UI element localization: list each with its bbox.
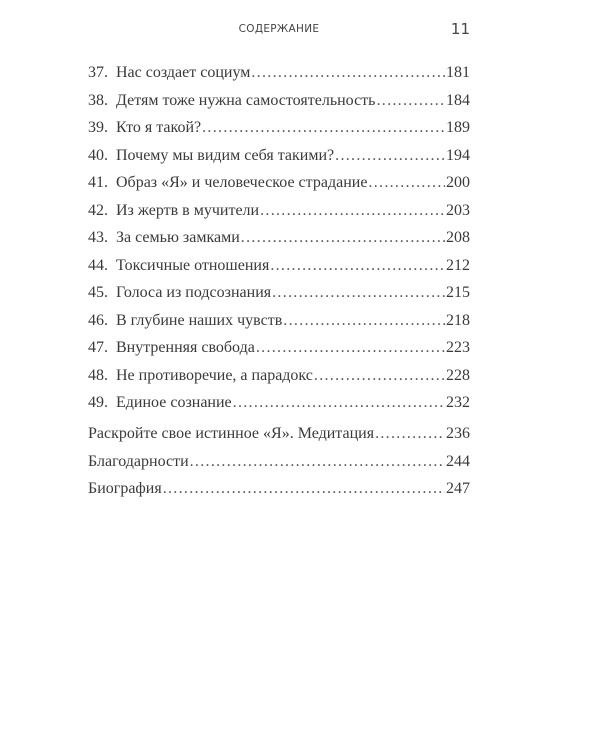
dot-leader — [368, 174, 445, 192]
entry-page: 189 — [446, 119, 470, 136]
entry-number: 44. — [88, 256, 108, 274]
toc-entry — [88, 367, 470, 395]
entry-title: Кто я такой? — [116, 119, 202, 136]
entry-title: Токсичные отношения — [116, 256, 270, 274]
entry-page: 247 — [446, 480, 470, 497]
dot-leader — [376, 92, 445, 110]
page-number: 11 — [450, 20, 470, 38]
entry-page: 218 — [446, 311, 470, 329]
dot-leader — [375, 425, 445, 443]
entry-number: 42. — [88, 201, 108, 219]
toc-entry — [88, 394, 470, 422]
toc-entry — [88, 119, 470, 147]
dot-leader — [270, 257, 445, 275]
entry-page: 212 — [446, 256, 470, 274]
entry-page: 194 — [446, 146, 470, 164]
toc-entry — [88, 425, 470, 453]
dot-leader — [256, 339, 445, 357]
dot-leader — [314, 367, 445, 385]
dot-leader — [190, 453, 445, 471]
toc-entry — [88, 174, 470, 202]
dot-leader — [283, 312, 445, 330]
entry-number: 45. — [88, 284, 108, 301]
dot-leader — [251, 64, 445, 82]
toc-chapters — [88, 64, 470, 422]
toc-entry — [88, 257, 470, 285]
entry-number: 37. — [88, 64, 108, 81]
toc-entry — [88, 480, 470, 508]
toc-back-matter — [88, 425, 470, 508]
entry-number: 41. — [88, 174, 108, 191]
toc-entry — [88, 453, 470, 481]
entry-title: Детям тоже нужна самостоятельность — [116, 91, 376, 109]
entry-number: 47. — [88, 339, 108, 356]
entry-title: Благодарности — [88, 452, 189, 470]
page-header — [88, 20, 470, 40]
entry-number: 43. — [88, 229, 108, 246]
entry-title: Единое сознание — [116, 394, 232, 411]
entry-number: 46. — [88, 311, 108, 329]
entry-title: За семью замками — [116, 229, 240, 246]
entry-title: В глубине наших чувств — [116, 311, 283, 329]
toc-entry — [88, 339, 470, 367]
entry-page: 208 — [446, 229, 470, 246]
toc-entry — [88, 147, 470, 175]
entry-page: 215 — [446, 284, 470, 301]
entry-page: 232 — [446, 394, 470, 411]
entry-page: 236 — [446, 425, 470, 442]
entry-page: 200 — [446, 174, 470, 191]
entry-title: Раскройте свое истинное «Я». Медитация — [88, 425, 375, 442]
entry-title: Голоса из подсознания — [116, 284, 272, 301]
entry-title: Не противоречие, а парадокс — [116, 366, 313, 384]
dot-leader — [202, 119, 445, 137]
entry-title: Биография — [88, 480, 162, 497]
toc-entry — [88, 64, 470, 92]
entry-title: Нас создает социум — [116, 64, 251, 81]
entry-number: 48. — [88, 366, 108, 384]
dot-leader — [233, 394, 445, 412]
entry-page: 223 — [446, 339, 470, 356]
running-title: СОДЕРЖАНИЕ — [238, 23, 320, 35]
entry-title: Внутренняя свобода — [116, 339, 255, 356]
entry-page: 203 — [446, 201, 470, 219]
entry-page: 184 — [446, 91, 470, 109]
entry-page: 244 — [446, 452, 470, 470]
toc-entry — [88, 284, 470, 312]
entry-title: Образ «Я» и человеческое страдание — [116, 174, 368, 191]
entry-number: 49. — [88, 394, 108, 411]
entry-number: 38. — [88, 91, 108, 109]
entry-page: 228 — [446, 366, 470, 384]
dot-leader — [163, 480, 445, 498]
entry-title: Из жертв в мучители — [116, 201, 260, 219]
toc-entry — [88, 312, 470, 340]
dot-leader — [241, 229, 445, 247]
dot-leader — [272, 284, 445, 302]
toc-entry — [88, 229, 470, 257]
dot-leader — [260, 202, 445, 220]
entry-title: Почему мы видим себя такими? — [116, 146, 335, 164]
entry-number: 40. — [88, 146, 108, 164]
toc-entry — [88, 92, 470, 120]
toc-entry — [88, 202, 470, 230]
entry-number: 39. — [88, 119, 108, 136]
dot-leader — [335, 147, 445, 165]
entry-page: 181 — [446, 64, 470, 81]
